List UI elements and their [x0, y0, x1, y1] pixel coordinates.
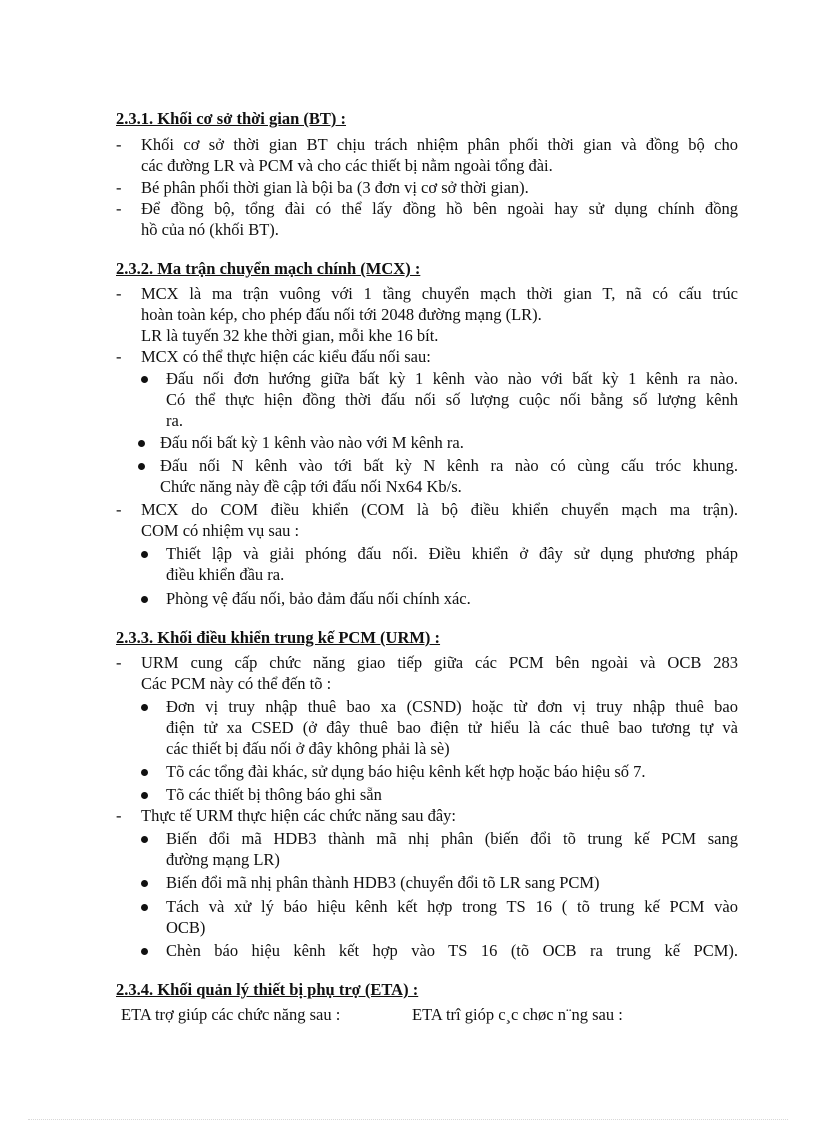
text-line: Để đồng bộ, tổng đài có thể lấy đồng hồ bên ngoài hay sử dụng chính đồng — [141, 199, 738, 218]
text-line: MCX có thể thực hiện các kiểu đấu nối sau: — [141, 347, 431, 366]
text-line: MCX là ma trận vuông với 1 tầng chuyển mạch thời gian T, nã có cấu trúc — [141, 284, 738, 303]
text-line: Đấu nối đơn hướng giữa bất kỳ 1 kênh vào nào với bất kỳ 1 kênh ra nào. — [166, 369, 738, 388]
bullet-dot — [141, 551, 148, 558]
text-line: Biến đổi mã nhị phân thành HDB3 (chuyển đổi tõ LR sang PCM) — [166, 873, 600, 892]
bullet-dot — [141, 769, 148, 776]
garbled-text-line: ETA trî gióp c¸c chøc n¨ng sau : — [412, 1005, 623, 1024]
bullet-dot — [141, 596, 148, 603]
section-heading-2-3-3: 2.3.3. Khối điều khiển trung kế PCM (URM) : — [116, 628, 441, 647]
section-heading-2-3-1: 2.3.1. Khối cơ sở thời gian (BT) : — [116, 109, 347, 128]
text-line: điện tử xa CSED (ở đây thuê bao điện tử hiểu là các thuê bao tương tự và — [166, 718, 738, 737]
dash-bullet: - — [116, 135, 122, 154]
text-line: Thực tế URM thực hiện các chức năng sau đây: — [141, 806, 457, 825]
bullet-dot — [138, 440, 145, 447]
section-heading-2-3-4: 2.3.4. Khối quản lý thiết bị phụ trợ (ETA) : — [116, 980, 419, 999]
dash-bullet: - — [116, 199, 122, 218]
text-line: Tõ các tổng đài khác, sử dụng báo hiệu kênh kết hợp hoặc báo hiệu số 7. — [166, 762, 646, 781]
text-line: URM cung cấp chức năng giao tiếp giữa các PCM bên ngoài và OCB 283 — [141, 653, 738, 672]
text-line: COM có nhiệm vụ sau : — [141, 521, 300, 540]
text-line: Các PCM này có thể đến tõ : — [141, 674, 332, 693]
text-line: các thiết bị đấu nối ở đây không phải là sè) — [166, 739, 450, 758]
text-line: Bé phân phối thời gian là bội ba (3 đơn vị cơ sở thời gian). — [141, 178, 529, 197]
text-line: Phòng vệ đấu nối, bảo đảm đấu nối chính xác. — [166, 589, 471, 608]
text-line: OCB) — [166, 918, 206, 937]
text-line: Thiết lập và giải phóng đấu nối. Điều khiển ở đây sử dụng phương pháp — [166, 544, 738, 563]
bullet-dot — [141, 376, 148, 383]
text-line: LR là tuyến 32 khe thời gian, mỗi khe 16 bít. — [141, 326, 439, 345]
dash-bullet: - — [116, 178, 122, 197]
bullet-dot — [141, 836, 148, 843]
dash-bullet: - — [116, 284, 122, 303]
text-line: Đấu nối bất kỳ 1 kênh vào nào với M kênh ra. — [160, 433, 464, 452]
text-line: Biến đổi mã HDB3 thành mã nhị phân (biến đổi tõ trung kế PCM sang — [166, 829, 738, 848]
bullet-dot — [141, 792, 148, 799]
dash-bullet: - — [116, 347, 122, 366]
text-line: Đơn vị truy nhập thuê bao xa (CSND) hoặc từ đơn vị truy nhập thuê bao — [166, 697, 738, 716]
text-line: ETA trợ giúp các chức năng sau : — [121, 1005, 341, 1024]
text-line: điều khiển đầu ra. — [166, 565, 285, 584]
text-line: Khối cơ sở thời gian BT chịu trách nhiệm phân phối thời gian và đồng bộ cho — [141, 135, 738, 154]
bullet-dot — [141, 880, 148, 887]
dash-bullet: - — [116, 653, 122, 672]
text-line: Chức năng này đề cập tới đấu nối Nx64 Kb/s. — [160, 477, 462, 496]
text-line: Chèn báo hiệu kênh kết hợp vào TS 16 (tõ OCB ra trung kế PCM). — [166, 941, 738, 960]
bullet-dot — [138, 463, 145, 470]
text-line: Đấu nối N kênh vào tới bất kỳ N kênh ra nào có cùng cấu tróc khung. — [160, 456, 738, 475]
dash-bullet: - — [116, 500, 122, 519]
text-line: Tách và xử lý báo hiệu kênh kết hợp trong TS 16 ( tõ trung kế PCM vào — [166, 897, 738, 916]
bullet-dot — [141, 704, 148, 711]
page-bottom-divider — [28, 1119, 788, 1120]
text-line: MCX do COM điều khiển (COM là bộ điều khiển chuyển mạch ma trận). — [141, 500, 738, 519]
text-line: Có thể thực hiện đồng thời đấu nối số lượng cuộc nối bằng số lượng kênh — [166, 390, 738, 409]
bullet-dot — [141, 904, 148, 911]
text-line: hoàn toàn kép, cho phép đấu nối tới 2048 đường mạng (LR). — [141, 305, 542, 324]
dash-bullet: - — [116, 806, 122, 825]
text-line: hồ của nó (khối BT). — [141, 220, 279, 239]
bullet-dot — [141, 948, 148, 955]
text-line: các đường LR và PCM và cho các thiết bị nằm ngoài tổng đài. — [141, 156, 553, 175]
text-line: Tõ các thiết bị thông báo ghi sẵn — [166, 785, 382, 804]
section-heading-2-3-2: 2.3.2. Ma trận chuyển mạch chính (MCX) : — [116, 259, 421, 278]
text-line: đường mạng LR) — [166, 850, 280, 869]
text-line: ra. — [166, 411, 183, 430]
